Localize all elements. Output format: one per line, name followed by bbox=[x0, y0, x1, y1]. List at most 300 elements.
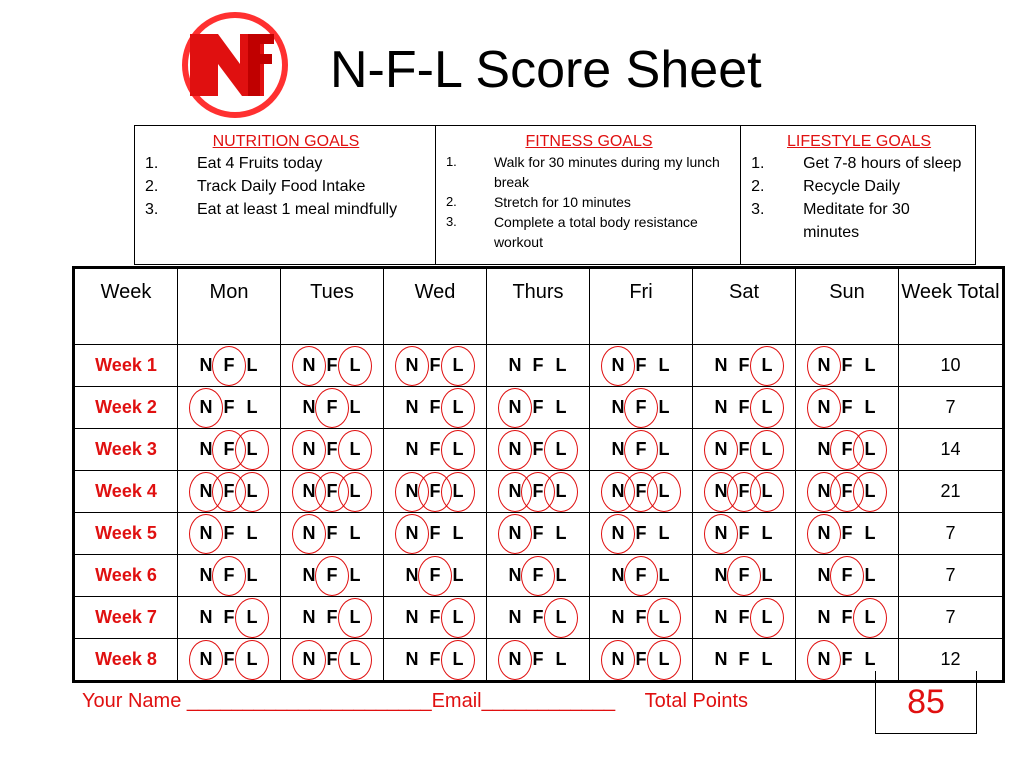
letter[interactable]: N bbox=[611, 565, 625, 585]
letter[interactable]: N bbox=[714, 565, 728, 585]
nutrition-goals-cell bbox=[135, 126, 436, 265]
letter[interactable]: F bbox=[429, 397, 441, 417]
letter[interactable]: F bbox=[532, 355, 544, 375]
letter[interactable]: L bbox=[555, 649, 567, 669]
week-total: 14 bbox=[899, 429, 1004, 471]
circled-letter[interactable]: N bbox=[298, 523, 321, 544]
letter[interactable]: L bbox=[761, 649, 773, 669]
circled-letter[interactable]: N bbox=[813, 649, 836, 670]
circled-letter[interactable]: N bbox=[401, 523, 424, 544]
week-total: 10 bbox=[899, 345, 1004, 387]
day-score-cell[interactable] bbox=[796, 429, 899, 471]
week-row bbox=[74, 345, 1004, 387]
circled-letter[interactable]: F bbox=[527, 481, 550, 502]
letter[interactable]: F bbox=[841, 607, 853, 627]
letter[interactable]: N bbox=[817, 439, 831, 459]
column-header: Sat bbox=[693, 268, 796, 345]
svg-text:NFL: NFL bbox=[226, 103, 242, 112]
circled-letter[interactable]: N bbox=[504, 481, 527, 502]
letter[interactable]: F bbox=[326, 523, 338, 543]
letter[interactable]: N bbox=[817, 607, 831, 627]
week-total: 7 bbox=[899, 555, 1004, 597]
day-score-cell[interactable] bbox=[384, 513, 487, 555]
goal-number: 1. bbox=[145, 155, 159, 172]
letter[interactable]: N bbox=[199, 607, 213, 627]
letter[interactable]: N bbox=[817, 565, 831, 585]
circled-letter[interactable]: L bbox=[550, 607, 573, 628]
day-score-cell[interactable] bbox=[796, 471, 899, 513]
letter[interactable]: F bbox=[429, 649, 441, 669]
circled-letter[interactable]: F bbox=[836, 481, 859, 502]
score-table-body bbox=[74, 345, 1004, 682]
week-label: Week 4 bbox=[74, 471, 178, 513]
circled-letter[interactable]: L bbox=[447, 439, 470, 460]
circled-letter[interactable]: L bbox=[756, 607, 779, 628]
letter[interactable]: F bbox=[841, 649, 853, 669]
circled-letter[interactable]: L bbox=[550, 481, 573, 502]
circled-letter[interactable]: F bbox=[321, 565, 344, 586]
day-score-cell[interactable] bbox=[590, 513, 693, 555]
letter[interactable]: F bbox=[532, 649, 544, 669]
letter[interactable]: L bbox=[246, 355, 258, 375]
column-header: Mon bbox=[178, 268, 281, 345]
letter[interactable]: F bbox=[326, 649, 338, 669]
letter[interactable]: F bbox=[326, 439, 338, 459]
letter[interactable]: L bbox=[864, 397, 876, 417]
circled-letter[interactable]: N bbox=[401, 481, 424, 502]
goal-text: Recycle Daily bbox=[803, 178, 900, 195]
letter[interactable]: F bbox=[223, 523, 235, 543]
circled-letter[interactable]: N bbox=[195, 649, 218, 670]
day-score-cell[interactable] bbox=[590, 345, 693, 387]
week-label: Week 6 bbox=[74, 555, 178, 597]
circled-letter[interactable]: N bbox=[813, 523, 836, 544]
letter[interactable]: L bbox=[658, 565, 670, 585]
day-score-cell[interactable] bbox=[796, 555, 899, 597]
letter[interactable]: F bbox=[738, 523, 750, 543]
day-score-cell[interactable] bbox=[796, 387, 899, 429]
letter[interactable]: F bbox=[738, 355, 750, 375]
circled-letter[interactable]: L bbox=[344, 439, 367, 460]
goal-item bbox=[749, 198, 969, 244]
circled-letter[interactable]: F bbox=[836, 565, 859, 586]
day-score-cell[interactable] bbox=[487, 555, 590, 597]
goal-text: Eat 4 Fruits today bbox=[197, 155, 323, 172]
column-header: Fri bbox=[590, 268, 693, 345]
goal-text: Complete a total body resistance workout bbox=[493, 214, 698, 250]
circled-letter[interactable]: F bbox=[218, 355, 241, 376]
circled-letter[interactable]: F bbox=[218, 439, 241, 460]
week-row bbox=[74, 597, 1004, 639]
goal-number: 1. bbox=[445, 154, 457, 169]
day-score-cell[interactable] bbox=[281, 429, 384, 471]
letter[interactable]: F bbox=[738, 397, 750, 417]
goal-item bbox=[444, 212, 734, 252]
day-score-cell[interactable] bbox=[487, 597, 590, 639]
goal-item bbox=[143, 152, 429, 175]
week-label: Week 3 bbox=[74, 429, 178, 471]
letter[interactable]: N bbox=[508, 565, 522, 585]
letter[interactable]: L bbox=[349, 397, 361, 417]
day-score-cell[interactable] bbox=[590, 471, 693, 513]
circled-letter[interactable]: N bbox=[813, 397, 836, 418]
letter[interactable]: N bbox=[405, 649, 419, 669]
circled-letter[interactable]: N bbox=[710, 439, 733, 460]
letter[interactable]: F bbox=[429, 439, 441, 459]
circled-letter[interactable]: L bbox=[756, 397, 779, 418]
day-score-cell[interactable] bbox=[693, 513, 796, 555]
letter[interactable]: N bbox=[508, 607, 522, 627]
letter[interactable]: N bbox=[302, 565, 316, 585]
day-score-cell[interactable] bbox=[281, 639, 384, 682]
letter[interactable]: N bbox=[714, 607, 728, 627]
day-score-cell[interactable] bbox=[281, 513, 384, 555]
day-score-cell[interactable] bbox=[693, 345, 796, 387]
day-score-cell[interactable] bbox=[178, 387, 281, 429]
circled-letter[interactable]: L bbox=[859, 607, 882, 628]
day-score-cell[interactable] bbox=[384, 597, 487, 639]
circled-letter[interactable]: N bbox=[298, 355, 321, 376]
day-score-cell[interactable] bbox=[693, 429, 796, 471]
letter[interactable]: L bbox=[555, 397, 567, 417]
letter[interactable]: F bbox=[635, 607, 647, 627]
letter[interactable]: N bbox=[405, 565, 419, 585]
goal-number: 3. bbox=[145, 201, 159, 218]
circled-letter[interactable]: F bbox=[321, 397, 344, 418]
circled-letter[interactable]: N bbox=[607, 523, 630, 544]
circled-letter[interactable]: N bbox=[195, 397, 218, 418]
circled-letter[interactable]: F bbox=[733, 565, 756, 586]
circled-letter[interactable]: L bbox=[653, 481, 676, 502]
fitness-goals-cell bbox=[435, 126, 740, 265]
week-total: 7 bbox=[899, 387, 1004, 429]
circled-letter[interactable]: F bbox=[630, 481, 653, 502]
lifestyle-goals-list bbox=[749, 152, 969, 244]
week-label: Week 7 bbox=[74, 597, 178, 639]
week-row bbox=[74, 387, 1004, 429]
day-score-cell[interactable] bbox=[281, 471, 384, 513]
circled-letter[interactable]: N bbox=[298, 649, 321, 670]
week-total: 7 bbox=[899, 597, 1004, 639]
letter[interactable]: L bbox=[555, 355, 567, 375]
day-score-cell[interactable] bbox=[487, 429, 590, 471]
letter[interactable]: F bbox=[223, 397, 235, 417]
circled-letter[interactable]: N bbox=[298, 481, 321, 502]
day-score-cell[interactable] bbox=[178, 429, 281, 471]
fitness-goals-heading: FITNESS GOALS bbox=[525, 133, 653, 150]
circled-letter[interactable]: N bbox=[813, 355, 836, 376]
day-score-cell[interactable] bbox=[693, 639, 796, 682]
circled-letter[interactable]: F bbox=[630, 397, 653, 418]
letter[interactable]: L bbox=[658, 397, 670, 417]
letter[interactable]: F bbox=[532, 607, 544, 627]
day-score-cell[interactable] bbox=[487, 471, 590, 513]
letter[interactable]: F bbox=[326, 607, 338, 627]
lifestyle-goals-cell bbox=[741, 126, 976, 265]
column-header: Sun bbox=[796, 268, 899, 345]
circled-letter[interactable]: N bbox=[298, 439, 321, 460]
letter[interactable]: F bbox=[635, 649, 647, 669]
circled-letter[interactable]: F bbox=[733, 481, 756, 502]
day-score-cell[interactable] bbox=[384, 345, 487, 387]
letter[interactable]: N bbox=[405, 397, 419, 417]
circled-letter[interactable]: L bbox=[241, 649, 264, 670]
letter[interactable]: L bbox=[246, 565, 258, 585]
day-score-cell[interactable] bbox=[590, 387, 693, 429]
circled-letter[interactable]: F bbox=[630, 439, 653, 460]
letter[interactable]: N bbox=[611, 397, 625, 417]
letter[interactable]: L bbox=[246, 523, 258, 543]
goal-number: 3. bbox=[445, 214, 457, 229]
circled-letter[interactable]: N bbox=[607, 355, 630, 376]
day-score-cell[interactable] bbox=[178, 513, 281, 555]
letter[interactable]: N bbox=[199, 439, 213, 459]
letter[interactable]: N bbox=[302, 397, 316, 417]
nutrition-goals-list bbox=[143, 152, 429, 221]
circled-letter[interactable]: L bbox=[756, 439, 779, 460]
circled-letter[interactable]: F bbox=[424, 565, 447, 586]
week-label: Week 2 bbox=[74, 387, 178, 429]
day-score-cell[interactable] bbox=[178, 555, 281, 597]
page-title: N-F-L Score Sheet bbox=[330, 41, 762, 99]
day-score-cell[interactable] bbox=[384, 429, 487, 471]
circled-letter[interactable]: L bbox=[447, 607, 470, 628]
letter[interactable]: N bbox=[405, 607, 419, 627]
letter[interactable]: F bbox=[532, 523, 544, 543]
week-label: Week 5 bbox=[74, 513, 178, 555]
fitness-goals-list bbox=[444, 152, 734, 252]
circled-letter[interactable]: L bbox=[344, 481, 367, 502]
letter[interactable]: L bbox=[864, 355, 876, 375]
circled-letter[interactable]: L bbox=[447, 481, 470, 502]
goal-item bbox=[143, 198, 429, 221]
day-score-cell[interactable] bbox=[487, 639, 590, 682]
day-score-cell[interactable] bbox=[693, 555, 796, 597]
letter[interactable]: L bbox=[349, 565, 361, 585]
circled-letter[interactable]: N bbox=[504, 397, 527, 418]
week-total: 21 bbox=[899, 471, 1004, 513]
letter[interactable]: F bbox=[841, 523, 853, 543]
letter[interactable]: F bbox=[532, 439, 544, 459]
circled-letter[interactable]: L bbox=[344, 649, 367, 670]
circled-letter[interactable]: F bbox=[527, 565, 550, 586]
circled-letter[interactable]: L bbox=[447, 355, 470, 376]
letter[interactable]: L bbox=[658, 439, 670, 459]
letter[interactable]: L bbox=[246, 397, 258, 417]
total-points-label: Total Points bbox=[644, 690, 749, 712]
letter[interactable]: L bbox=[555, 565, 567, 585]
letter[interactable]: L bbox=[658, 355, 670, 375]
goal-number: 2. bbox=[145, 178, 159, 195]
letter[interactable]: L bbox=[864, 523, 876, 543]
letter[interactable]: F bbox=[738, 607, 750, 627]
letter[interactable]: N bbox=[199, 355, 213, 375]
day-score-cell[interactable] bbox=[487, 387, 590, 429]
day-score-cell[interactable] bbox=[178, 597, 281, 639]
day-score-cell[interactable] bbox=[487, 345, 590, 387]
circled-letter[interactable]: L bbox=[653, 649, 676, 670]
goal-item bbox=[444, 152, 734, 192]
circled-letter[interactable]: N bbox=[607, 649, 630, 670]
letter[interactable]: L bbox=[864, 649, 876, 669]
letter[interactable]: N bbox=[199, 565, 213, 585]
circled-letter[interactable]: N bbox=[813, 481, 836, 502]
day-score-cell[interactable] bbox=[281, 387, 384, 429]
day-score-cell[interactable] bbox=[384, 639, 487, 682]
score-table bbox=[72, 266, 1005, 683]
day-score-cell[interactable] bbox=[590, 555, 693, 597]
circled-letter[interactable]: F bbox=[218, 565, 241, 586]
day-score-cell[interactable] bbox=[693, 387, 796, 429]
nfl-logo bbox=[170, 12, 300, 118]
goal-number: 2. bbox=[751, 178, 765, 195]
circled-letter[interactable]: L bbox=[859, 439, 882, 460]
day-score-cell[interactable] bbox=[281, 555, 384, 597]
letter[interactable]: F bbox=[532, 397, 544, 417]
week-total: 7 bbox=[899, 513, 1004, 555]
circled-letter[interactable]: L bbox=[241, 481, 264, 502]
circled-letter[interactable]: N bbox=[195, 481, 218, 502]
circled-letter[interactable]: N bbox=[504, 649, 527, 670]
day-score-cell[interactable] bbox=[796, 597, 899, 639]
goal-item bbox=[749, 152, 969, 175]
circled-letter[interactable]: L bbox=[447, 397, 470, 418]
goal-item bbox=[143, 175, 429, 198]
lifestyle-goals-heading: LIFESTYLE GOALS bbox=[787, 133, 932, 150]
column-header: Week Total bbox=[899, 268, 1004, 345]
circled-letter[interactable]: L bbox=[756, 355, 779, 376]
circled-letter[interactable]: F bbox=[630, 565, 653, 586]
day-score-cell[interactable] bbox=[693, 597, 796, 639]
goal-text: Get 7-8 hours of sleep bbox=[803, 155, 962, 172]
circled-letter[interactable]: N bbox=[607, 481, 630, 502]
day-score-cell[interactable] bbox=[796, 345, 899, 387]
circled-letter[interactable]: L bbox=[447, 649, 470, 670]
letter[interactable]: N bbox=[714, 355, 728, 375]
letter[interactable]: F bbox=[635, 355, 647, 375]
day-score-cell[interactable] bbox=[384, 387, 487, 429]
goal-text: Stretch for 10 minutes bbox=[493, 194, 631, 210]
letter[interactable]: L bbox=[452, 565, 464, 585]
week-row bbox=[74, 639, 1004, 682]
circled-letter[interactable]: N bbox=[195, 523, 218, 544]
nutrition-goals-heading: NUTRITION GOALS bbox=[212, 133, 360, 150]
letter[interactable]: F bbox=[429, 607, 441, 627]
day-score-cell[interactable] bbox=[384, 471, 487, 513]
circled-letter[interactable]: L bbox=[653, 607, 676, 628]
day-score-cell[interactable] bbox=[384, 555, 487, 597]
total-points-value: 85 bbox=[875, 671, 977, 734]
circled-letter[interactable]: F bbox=[321, 481, 344, 502]
letter[interactable]: N bbox=[611, 607, 625, 627]
letter[interactable]: N bbox=[714, 649, 728, 669]
day-score-cell[interactable] bbox=[693, 471, 796, 513]
circled-letter[interactable]: L bbox=[344, 607, 367, 628]
goal-text: Track Daily Food Intake bbox=[197, 178, 366, 195]
circled-letter[interactable]: N bbox=[710, 523, 733, 544]
circled-letter[interactable]: L bbox=[756, 481, 779, 502]
letter[interactable]: N bbox=[405, 439, 419, 459]
day-score-cell[interactable] bbox=[590, 429, 693, 471]
day-score-cell[interactable] bbox=[178, 345, 281, 387]
day-score-cell[interactable] bbox=[178, 471, 281, 513]
letter[interactable]: L bbox=[555, 523, 567, 543]
score-table-header bbox=[74, 268, 1004, 345]
goal-text: Eat at least 1 meal mindfully bbox=[197, 201, 398, 218]
day-score-cell[interactable] bbox=[590, 597, 693, 639]
letter[interactable]: F bbox=[429, 355, 441, 375]
goal-item bbox=[444, 192, 734, 212]
letter[interactable]: F bbox=[738, 439, 750, 459]
column-header: Tues bbox=[281, 268, 384, 345]
letter[interactable]: F bbox=[223, 607, 235, 627]
circled-letter[interactable]: N bbox=[504, 439, 527, 460]
name-email-field[interactable]: Your Name ______________________Email____________ bbox=[82, 690, 616, 712]
day-score-cell[interactable] bbox=[178, 639, 281, 682]
column-header: Wed bbox=[384, 268, 487, 345]
letter[interactable]: F bbox=[326, 355, 338, 375]
letter[interactable]: N bbox=[714, 397, 728, 417]
letter[interactable]: L bbox=[349, 523, 361, 543]
week-row bbox=[74, 513, 1004, 555]
letter[interactable]: L bbox=[761, 523, 773, 543]
day-score-cell[interactable] bbox=[487, 513, 590, 555]
letter[interactable]: F bbox=[429, 523, 441, 543]
week-row bbox=[74, 471, 1004, 513]
week-label: Week 8 bbox=[74, 639, 178, 682]
circled-letter[interactable]: L bbox=[241, 607, 264, 628]
circled-letter[interactable]: F bbox=[424, 481, 447, 502]
goal-number: 3. bbox=[751, 201, 765, 218]
letter[interactable]: F bbox=[223, 649, 235, 669]
circled-letter[interactable]: N bbox=[401, 355, 424, 376]
letter[interactable]: F bbox=[841, 397, 853, 417]
day-score-cell[interactable] bbox=[796, 513, 899, 555]
day-score-cell[interactable] bbox=[281, 345, 384, 387]
goal-text: Meditate for 30 minutes bbox=[803, 201, 910, 241]
circled-letter[interactable]: F bbox=[836, 439, 859, 460]
circled-letter[interactable]: L bbox=[550, 439, 573, 460]
column-header: Thurs bbox=[487, 268, 590, 345]
letter[interactable]: F bbox=[635, 523, 647, 543]
letter[interactable]: L bbox=[864, 565, 876, 585]
column-header: Week bbox=[74, 268, 178, 345]
week-row bbox=[74, 429, 1004, 471]
week-label: Week 1 bbox=[74, 345, 178, 387]
circled-letter[interactable]: N bbox=[504, 523, 527, 544]
goal-number: 1. bbox=[751, 155, 765, 172]
circled-letter[interactable]: L bbox=[241, 439, 264, 460]
letter[interactable]: F bbox=[841, 355, 853, 375]
letter[interactable]: L bbox=[658, 523, 670, 543]
circled-letter[interactable]: N bbox=[710, 481, 733, 502]
goal-number: 2. bbox=[445, 194, 457, 209]
letter[interactable]: L bbox=[452, 523, 464, 543]
circled-letter[interactable]: F bbox=[218, 481, 241, 502]
letter[interactable]: L bbox=[761, 565, 773, 585]
goals-table bbox=[134, 125, 976, 265]
day-score-cell[interactable] bbox=[590, 639, 693, 682]
goal-item bbox=[749, 175, 969, 198]
letter[interactable]: F bbox=[738, 649, 750, 669]
circled-letter[interactable]: L bbox=[859, 481, 882, 502]
letter[interactable]: N bbox=[611, 439, 625, 459]
circled-letter[interactable]: L bbox=[344, 355, 367, 376]
week-row bbox=[74, 555, 1004, 597]
letter[interactable]: N bbox=[302, 607, 316, 627]
day-score-cell[interactable] bbox=[281, 597, 384, 639]
letter[interactable]: N bbox=[508, 355, 522, 375]
